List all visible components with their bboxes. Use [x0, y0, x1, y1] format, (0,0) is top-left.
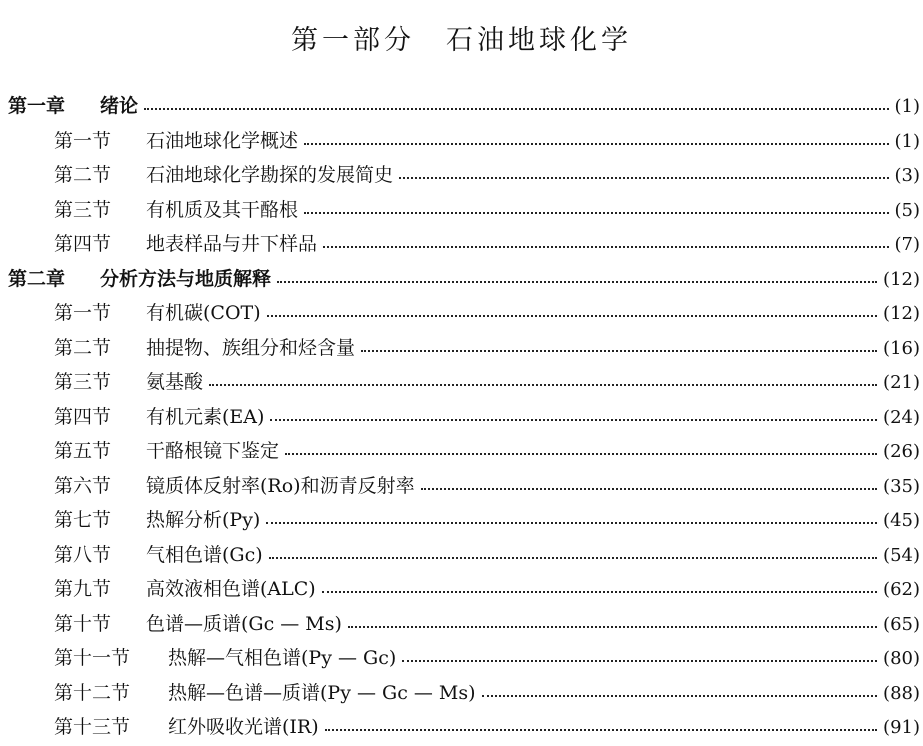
toc-section-entry[interactable]	[0, 710, 923, 745]
dot-leader	[285, 453, 877, 455]
entry-title: 分析方法与地质解释	[100, 267, 272, 290]
entry-number: 第四节	[54, 233, 112, 255]
toc-section-entry[interactable]	[0, 434, 923, 469]
toc-section-entry[interactable]	[0, 503, 923, 538]
dot-leader	[266, 522, 877, 524]
entry-page: (35)	[883, 475, 920, 497]
entry-page: (7)	[894, 234, 920, 255]
entry-page: (62)	[883, 579, 920, 600]
entry-page: (3)	[894, 165, 920, 186]
entry-page: (45)	[883, 510, 920, 531]
entry-title: 有机元素(EA)	[146, 405, 265, 428]
entry-title: 干酪根镜下鉴定	[146, 440, 280, 462]
entry-page: (1)	[894, 130, 920, 152]
dot-leader	[323, 246, 888, 248]
entry-title: 热解分析(Py)	[146, 509, 261, 531]
entry-page: (12)	[883, 268, 920, 290]
toc-section-entry[interactable]	[0, 607, 923, 642]
toc-section-entry[interactable]	[0, 572, 923, 607]
toc-section-entry[interactable]	[0, 227, 923, 262]
entry-title: 石油地球化学勘探的发展简史	[146, 164, 394, 186]
entry-title: 镜质体反射率(Ro)和沥青反射率	[146, 474, 415, 497]
entry-page: (65)	[883, 613, 920, 635]
entry-number: 第九节	[54, 578, 112, 600]
entry-title: 地表样品与井下样品	[146, 233, 318, 255]
entry-number: 第四节	[54, 405, 112, 428]
dot-leader	[399, 177, 888, 179]
toc-chapter-entry[interactable]	[0, 262, 923, 297]
entry-page: (80)	[883, 648, 920, 669]
entry-title: 石油地球化学概述	[146, 129, 299, 152]
dot-leader	[209, 384, 877, 386]
entry-title: 有机质及其干酪根	[146, 198, 299, 221]
entry-number: 第六节	[54, 474, 112, 497]
dot-leader	[322, 591, 877, 593]
toc-section-entry[interactable]	[0, 365, 923, 400]
toc-section-entry[interactable]	[0, 400, 923, 435]
entry-title: 热解—气相色谱(Py — Gc)	[168, 647, 397, 669]
entry-page: (88)	[883, 682, 920, 704]
toc-chapter-entry[interactable]	[0, 89, 923, 124]
dot-leader	[361, 350, 877, 352]
toc-section-entry[interactable]	[0, 641, 923, 676]
dot-leader	[277, 281, 877, 283]
entry-number: 第一节	[54, 129, 112, 152]
dot-leader	[304, 212, 888, 214]
entry-number: 第五节	[54, 440, 112, 462]
dot-leader	[270, 419, 877, 421]
dot-leader	[348, 626, 877, 628]
dot-leader	[267, 315, 877, 317]
toc-section-entry[interactable]	[0, 676, 923, 711]
entry-number: 第二节	[54, 164, 112, 186]
toc-section-entry[interactable]	[0, 193, 923, 228]
entry-page: (1)	[894, 96, 920, 117]
entry-page: (24)	[883, 406, 920, 428]
toc-section-entry[interactable]	[0, 296, 923, 331]
toc-section-entry[interactable]	[0, 158, 923, 193]
entry-page: (5)	[894, 199, 920, 221]
entry-page: (12)	[883, 303, 920, 324]
toc-section-entry[interactable]	[0, 469, 923, 504]
entry-number: 第七节	[54, 509, 112, 531]
entry-number: 第十节	[54, 612, 112, 635]
entry-number: 第一节	[54, 302, 112, 324]
dot-leader	[402, 660, 877, 662]
entry-page: (26)	[883, 441, 920, 462]
entry-page: (21)	[883, 372, 920, 393]
dot-leader	[269, 557, 877, 559]
entry-title: 抽提物、族组分和烃含量	[146, 336, 356, 359]
entry-title: 热解—色谱—质谱(Py — Gc — Ms)	[168, 681, 476, 704]
entry-title: 气相色谱(Gc)	[146, 543, 263, 566]
entry-page: (91)	[883, 717, 920, 738]
table-of-contents	[0, 89, 923, 745]
entry-number: 第八节	[54, 543, 112, 566]
toc-section-entry[interactable]	[0, 124, 923, 159]
dot-leader	[421, 488, 877, 490]
entry-number: 第十二节	[54, 681, 131, 704]
dot-leader	[304, 143, 888, 145]
entry-title: 氨基酸	[146, 371, 204, 393]
entry-title: 色谱—质谱(Gc — Ms)	[146, 612, 342, 635]
entry-title: 高效液相色谱(ALC)	[146, 578, 316, 600]
entry-number: 第十一节	[54, 647, 131, 669]
part-title: 第一部分 石油地球化学	[291, 25, 632, 56]
entry-page: (54)	[883, 544, 920, 566]
toc-section-entry[interactable]	[0, 331, 923, 366]
entry-number: 第十三节	[54, 716, 131, 738]
toc-section-entry[interactable]	[0, 538, 923, 573]
dot-leader	[325, 729, 877, 731]
entry-number: 第三节	[54, 198, 112, 221]
entry-title: 有机碳(COT)	[146, 302, 261, 324]
entry-title: 红外吸收光谱(IR)	[168, 716, 319, 738]
dot-leader	[144, 108, 888, 110]
entry-number: 第二章	[8, 267, 66, 290]
dot-leader	[482, 695, 878, 697]
entry-number: 第三节	[54, 371, 112, 393]
entry-page: (16)	[883, 337, 920, 359]
entry-title: 绪论	[100, 95, 139, 117]
entry-number: 第二节	[54, 336, 112, 359]
entry-number: 第一章	[8, 95, 66, 117]
